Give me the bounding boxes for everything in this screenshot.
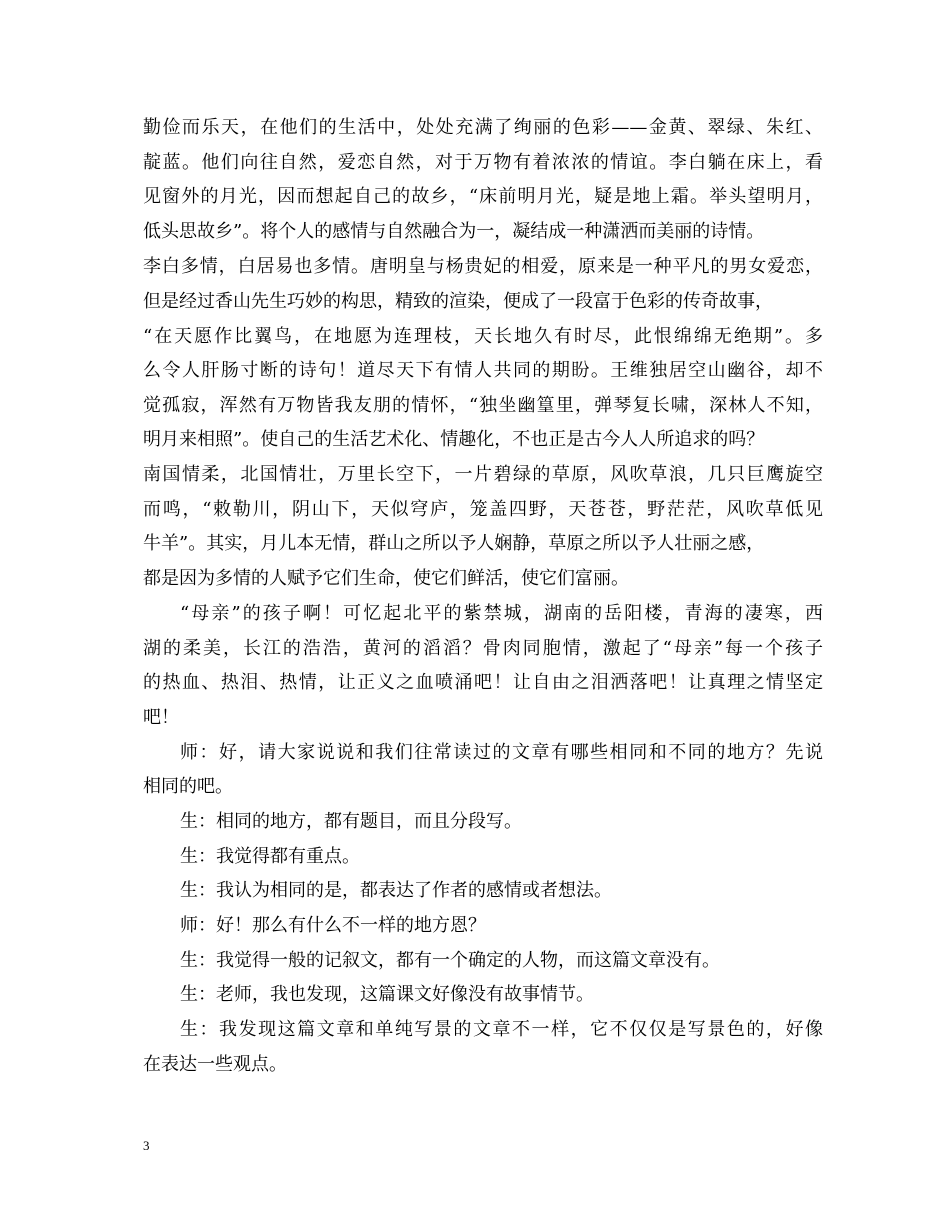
text-line: 靛蓝。他们向往自然，爱恋自然，对于万物有着浓浓的情谊。李白躺在床上，看 — [143, 152, 823, 173]
text-line: 都是因为多情的人赋予它们生命，使它们鲜活，使它们富丽。 — [143, 568, 629, 589]
text-line: 明月来相照”。使自己的生活艺术化、情趣化，不也正是古今人人所追求的吗？ — [143, 429, 765, 450]
text-line: 见窗外的月光，因而想起自己的故乡，“床前明月光，疑是地上霜。举头望明月， — [143, 186, 823, 207]
text-line: 相同的吧。 — [143, 776, 233, 797]
text-line: 在表达一些观点。 — [143, 1054, 287, 1075]
text-line: 李白多情，白居易也多情。唐明皇与杨贵妃的相爱，原来是一种平凡的男女爱恋， — [143, 256, 823, 277]
dialogue-line: 师：好，请大家说说和我们往常读过的文章有哪些相同和不同的地方？先说 — [180, 742, 823, 763]
dialogue-line: 生：相同的地方，都有题目，而且分段写。 — [180, 811, 522, 832]
dialogue-line: 生：我觉得一般的记叙文，都有一个确定的人物，而这篇文章没有。 — [180, 950, 720, 971]
page-number: 3 — [143, 1138, 150, 1153]
dialogue-line: 生：我发现这篇文章和单纯写景的文章不一样，它不仅仅是写景色的，好像 — [180, 1019, 823, 1040]
text-line: 但是经过香山先生巧妙的构思，精致的渲染，便成了一段富于色彩的传奇故事， — [143, 291, 773, 312]
text-line: 吧！ — [143, 707, 179, 728]
paragraph-first-line: “母亲”的孩子啊！可忆起北平的紫禁城，湖南的岳阳楼，青海的凄寒，西 — [180, 603, 823, 624]
text-line: 湖的柔美，长江的浩浩，黄河的滔滔？骨肉同胞情，激起了“母亲”每一个孩子 — [143, 638, 823, 659]
text-line: “在天愿作比翼鸟，在地愿为连理枝，天长地久有时尽，此恨绵绵无绝期”。多 — [143, 326, 823, 347]
text-line: 而鸣，“敕勒川，阴山下，天似穹庐，笼盖四野，天苍苍，野茫茫，风吹草低见 — [143, 499, 823, 520]
text-line: 的热血、热泪、热情，让正义之血喷涌吧！让自由之泪洒落吧！让真理之情坚定 — [143, 672, 823, 693]
text-line: 觉孤寂，浑然有万物皆我友朋的情怀，“独坐幽篁里，弹琴复长啸，深林人不知， — [143, 395, 823, 416]
text-line: 南国情柔，北国情壮，万里长空下，一片碧绿的草原，风吹草浪，几只巨鹰旋空 — [143, 464, 823, 485]
text-line: 牛羊”。其实，月儿本无情，群山之所以予人娴静，草原之所以予人壮丽之感， — [143, 533, 765, 554]
dialogue-line: 生：我认为相同的是，都表达了作者的感情或者想法。 — [180, 880, 612, 901]
text-line: 么令人肝肠寸断的诗句！道尽天下有情人共同的期盼。王维独居空山幽谷，却不 — [143, 360, 823, 381]
text-line: 低头思故乡”。将个人的感情与自然融合为一，凝结成一种潇洒而美丽的诗情。 — [143, 221, 765, 242]
dialogue-line: 生：老师，我也发现，这篇课文好像没有故事情节。 — [180, 984, 594, 1005]
dialogue-line: 生：我觉得都有重点。 — [180, 846, 360, 867]
dialogue-line: 师：好！那么有什么不一样的地方恩？ — [180, 915, 486, 936]
text-line: 勤俭而乐天，在他们的生活中，处处充满了绚丽的色彩——金黄、翠绿、朱红、 — [143, 117, 823, 138]
